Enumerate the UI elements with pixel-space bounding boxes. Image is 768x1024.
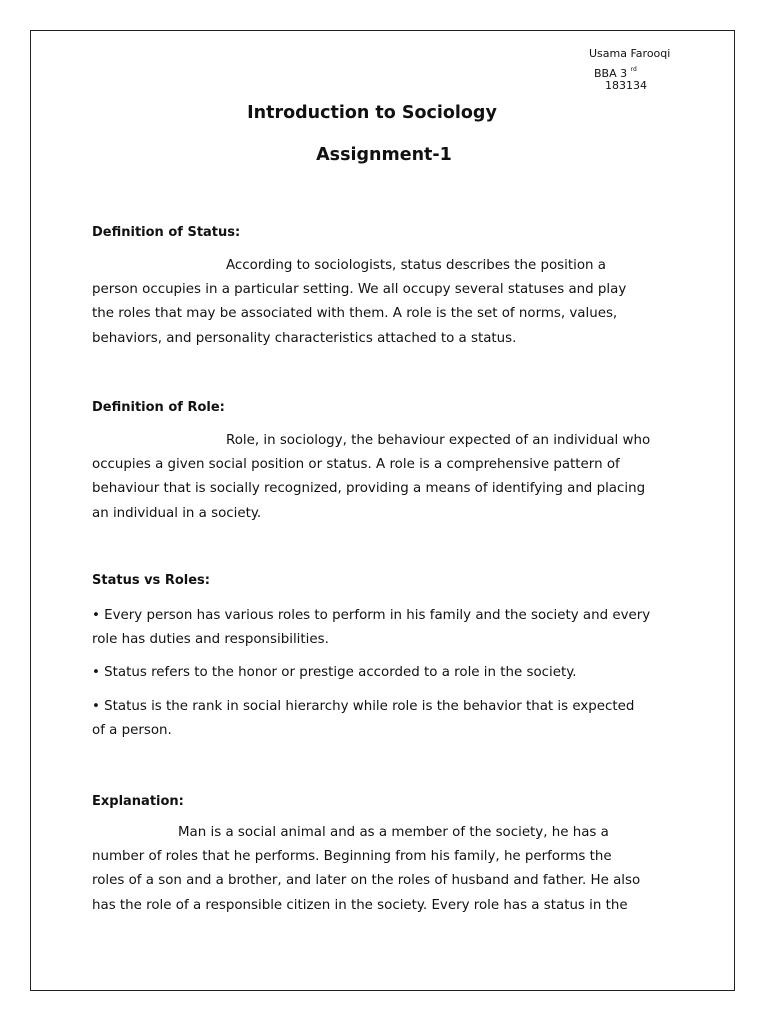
section-heading-role: Definition of Role: xyxy=(92,400,225,415)
section-paragraph-status xyxy=(92,254,692,351)
paragraph-line: person occupies in a particular setting. We all occupy several statuses and play xyxy=(92,282,627,298)
author-id: 183134 xyxy=(605,79,647,92)
bullet-item xyxy=(92,604,692,652)
bullet-item xyxy=(92,695,692,743)
author-name: Usama Farooqi xyxy=(589,47,671,60)
bullet-line: role has duties and responsibilities. xyxy=(92,632,329,648)
author-class-text: BBA 3 xyxy=(594,67,628,80)
paragraph-line: roles of a son and a brother, and later on the roles of husband and father. He also xyxy=(92,873,641,889)
paragraph-line: Man is a social animal and as a member of the society, he has a xyxy=(178,825,609,840)
author-class-suffix: rd xyxy=(630,66,637,73)
paragraph-line: the roles that may be associated with them. A role is the set of norms, values, xyxy=(92,306,618,322)
document-title: Introduction to Sociology xyxy=(247,103,497,123)
section-paragraph-explanation xyxy=(92,821,692,918)
section-heading-explanation: Explanation: xyxy=(92,794,184,809)
bullet-line: • Status is the rank in social hierarchy while role is the behavior that is expected xyxy=(92,699,635,714)
paragraph-line: According to sociologists, status describes the position a xyxy=(226,258,606,273)
paragraph-line: Role, in sociology, the behaviour expected of an individual who xyxy=(226,433,651,448)
paragraph-line: number of roles that he performs. Beginning from his family, he performs the xyxy=(92,849,612,865)
document-subtitle: Assignment-1 xyxy=(316,145,452,165)
bullet-line: • Status refers to the honor or prestige accorded to a role in the society. xyxy=(92,665,577,680)
paragraph-line: an individual in a society. xyxy=(92,505,262,521)
paragraph-line: behaviour that is socially recognized, providing a means of identifying and placing xyxy=(92,481,646,497)
paragraph-line: occupies a given social position or status. A role is a comprehensive pattern of xyxy=(92,457,620,473)
bullet-item xyxy=(92,661,692,685)
paragraph-line: behaviors, and personality characteristics attached to a status. xyxy=(92,330,517,346)
section-heading-status: Definition of Status: xyxy=(92,225,241,240)
section-paragraph-role xyxy=(92,429,692,526)
paragraph-line: has the role of a responsible citizen in the society. Every role has a status in the xyxy=(92,897,628,913)
bullet-line: • Every person has various roles to perform in his family and the society and every xyxy=(92,608,651,623)
section-heading-status-vs-roles: Status vs Roles: xyxy=(92,573,210,588)
bullet-line: of a person. xyxy=(92,723,172,739)
